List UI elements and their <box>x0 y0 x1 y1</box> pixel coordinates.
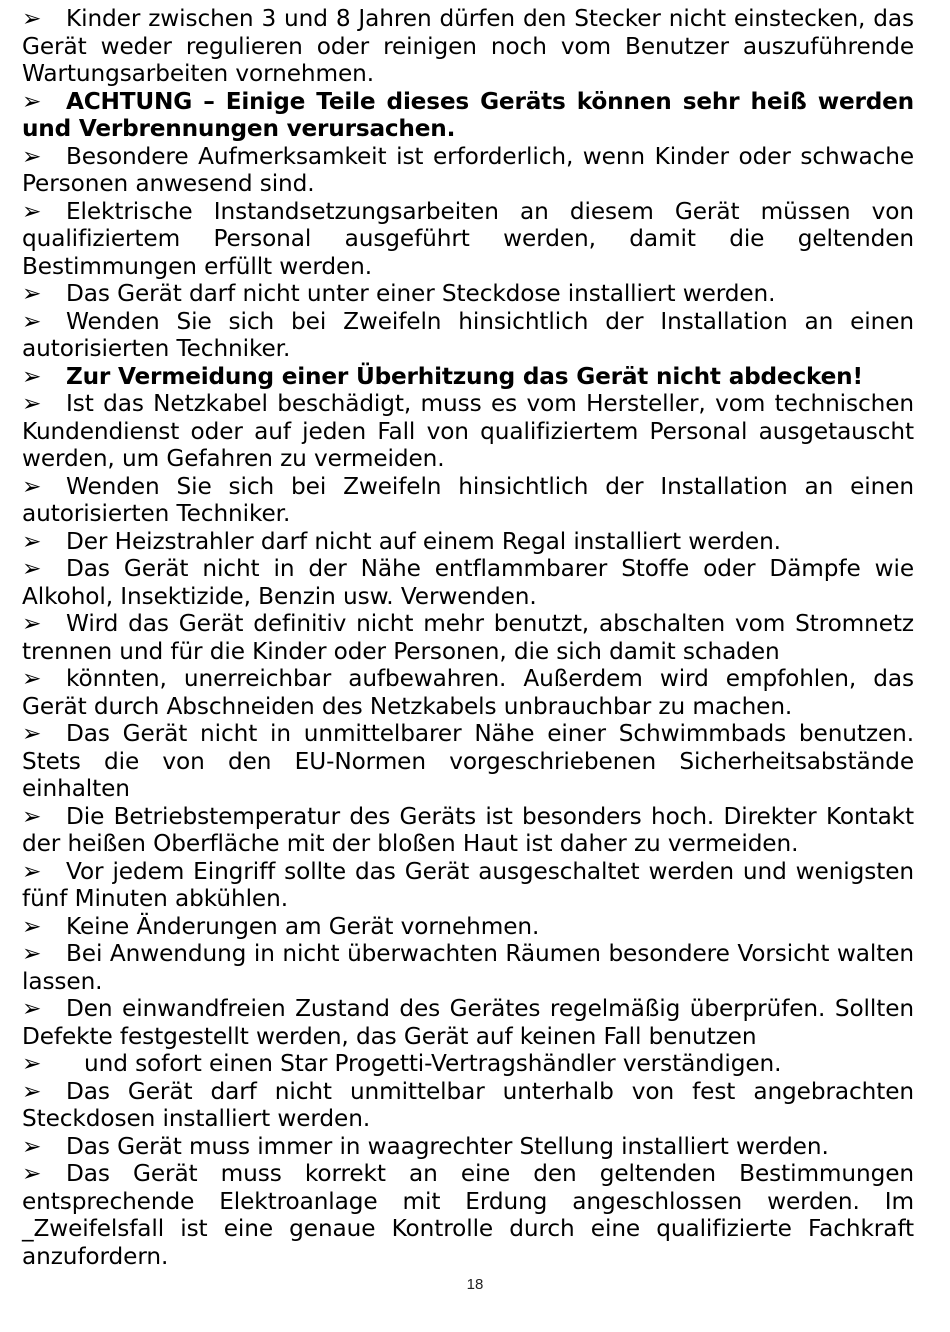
arrow-bullet-icon: ➢ <box>22 87 42 115</box>
list-item <box>22 610 914 665</box>
arrow-bullet-icon: ➢ <box>22 912 42 940</box>
list-item-warning <box>22 363 914 391</box>
arrow-bullet-icon: ➢ <box>22 280 42 307</box>
list-item <box>22 858 914 913</box>
arrow-bullet-icon: ➢ <box>22 472 42 500</box>
safety-instructions-list <box>22 5 914 1270</box>
list-item-text: ACHTUNG – Einige Teile dieses Geräts können sehr heiß werden und Verbrennungen verursachen. <box>22 87 914 142</box>
list-item <box>22 308 914 363</box>
list-item-text: Wird das Gerät definitiv nicht mehr benutzt, abschalten vom Stromnetz trennen und für die Kinder oder Personen, die sich damit schaden <box>22 610 914 665</box>
list-item-text: Das Gerät nicht in unmittelbarer Nähe einer Schwimmbads benutzen. Stets die von den EU-Normen vorgeschriebenen Sicherheitsabstände einhalten <box>22 720 914 802</box>
list-item <box>22 555 914 610</box>
arrow-bullet-icon: ➢ <box>22 802 42 830</box>
list-item <box>22 143 914 198</box>
list-item-text: Ist das Netzkabel beschädigt, muss es vom Hersteller, vom technischen Kundendienst oder auf jeden Fall von qualifiziertem Personal ausgetauscht werden, um Gefahren zu vermeiden. <box>22 390 914 472</box>
list-item <box>22 198 914 281</box>
list-item-text: Besondere Aufmerksamkeit ist erforderlich, wenn Kinder oder schwache Personen anwesend sind. <box>22 142 914 197</box>
arrow-bullet-icon: ➢ <box>22 5 42 32</box>
list-item-warning <box>22 88 914 143</box>
arrow-bullet-icon: ➢ <box>22 995 42 1022</box>
arrow-bullet-icon: ➢ <box>22 197 42 225</box>
list-item <box>22 473 914 528</box>
arrow-bullet-icon: ➢ <box>22 1050 42 1077</box>
list-item <box>22 720 914 803</box>
list-item <box>22 280 914 308</box>
list-item-text: Vor jedem Eingriff sollte das Gerät ausgeschaltet werden und wenigsten fünf Minuten abkühlen. <box>22 857 914 912</box>
arrow-bullet-icon: ➢ <box>22 362 42 390</box>
list-item-text: Der Heizstrahler darf nicht auf einem Regal installiert werden. <box>66 527 781 555</box>
list-item <box>22 803 914 858</box>
list-item <box>22 995 914 1050</box>
arrow-bullet-icon: ➢ <box>22 1160 42 1187</box>
list-item-text: Zur Vermeidung einer Überhitzung das Gerät nicht abdecken! <box>66 362 863 390</box>
list-item <box>22 1160 914 1270</box>
list-item-text: Elektrische Instandsetzungsarbeiten an diesem Gerät müssen von qualifiziertem Personal ausgeführt werden, damit die geltenden Bestimmungen erfüllt werden. <box>22 197 914 280</box>
list-item-text: und sofort einen Star Progetti-Vertragshändler verständigen. <box>84 1050 782 1077</box>
arrow-bullet-icon: ➢ <box>22 857 42 885</box>
list-item-text: Kinder zwischen 3 und 8 Jahren dürfen den Stecker nicht einstecken, das Gerät weder regulieren oder reinigen noch vom Benutzer auszuführende Wartungsarbeiten vornehmen. <box>22 5 914 87</box>
list-item-text: Bei Anwendung in nicht überwachten Räumen besondere Vorsicht walten lassen. <box>22 940 914 995</box>
list-item <box>22 940 914 995</box>
list-item <box>22 1050 914 1078</box>
list-item-text: Keine Änderungen am Gerät vornehmen. <box>66 912 540 940</box>
list-item-text: könnten, unerreichbar aufbewahren. Außerdem wird empfohlen, das Gerät durch Abschneiden des Netzkabels unbrauchbar zu machen. <box>22 665 914 720</box>
list-item-text: Das Gerät darf nicht unter einer Steckdose installiert werden. <box>66 280 776 307</box>
list-item-text: Das Gerät muss korrekt an eine den geltenden Bestimmungen entsprechende Elektroanlage mit Erdung angeschlossen werden. Im _Zweifelsfall ist eine genaue Kontrolle durch eine qualifizierte Fachkraft anzufordern. <box>22 1160 914 1270</box>
list-item-text: Den einwandfreien Zustand des Gerätes regelmäßig überprüfen. Sollten Defekte festgestellt werden, das Gerät auf keinen Fall benutzen <box>22 995 914 1050</box>
arrow-bullet-icon: ➢ <box>22 665 42 692</box>
arrow-bullet-icon: ➢ <box>22 142 42 170</box>
arrow-bullet-icon: ➢ <box>22 940 42 967</box>
list-item <box>22 1078 914 1133</box>
list-item <box>22 528 914 556</box>
list-item <box>22 390 914 473</box>
arrow-bullet-icon: ➢ <box>22 307 42 335</box>
arrow-bullet-icon: ➢ <box>22 390 42 417</box>
arrow-bullet-icon: ➢ <box>22 610 42 637</box>
arrow-bullet-icon: ➢ <box>22 720 42 747</box>
arrow-bullet-icon: ➢ <box>22 1077 42 1105</box>
list-item <box>22 665 914 720</box>
list-item <box>22 1133 914 1161</box>
arrow-bullet-icon: ➢ <box>22 527 42 555</box>
page-number: 18 <box>466 1276 484 1293</box>
list-item <box>22 5 914 88</box>
list-item-text: Wenden Sie sich bei Zweifeln hinsichtlich der Installation an einen autorisierten Techniker. <box>22 472 914 527</box>
list-item-text: Das Gerät nicht in der Nähe entflammbarer Stoffe oder Dämpfe wie Alkohol, Insektizide, Benzin usw. Verwenden. <box>22 555 914 610</box>
list-item-text: Das Gerät muss immer in waagrechter Stellung installiert werden. <box>66 1132 829 1160</box>
list-item <box>22 913 914 941</box>
list-item-text: Die Betriebstemperatur des Geräts ist besonders hoch. Direkter Kontakt der heißen Oberfläche mit der bloßen Haut ist daher zu vermeiden. <box>22 802 914 857</box>
arrow-bullet-icon: ➢ <box>22 1132 42 1160</box>
list-item-text: Das Gerät darf nicht unmittelbar unterhalb von fest angebrachten Steckdosen installiert werden. <box>22 1077 914 1132</box>
list-item-text: Wenden Sie sich bei Zweifeln hinsichtlich der Installation an einen autorisierten Techniker. <box>22 307 914 362</box>
arrow-bullet-icon: ➢ <box>22 555 42 582</box>
